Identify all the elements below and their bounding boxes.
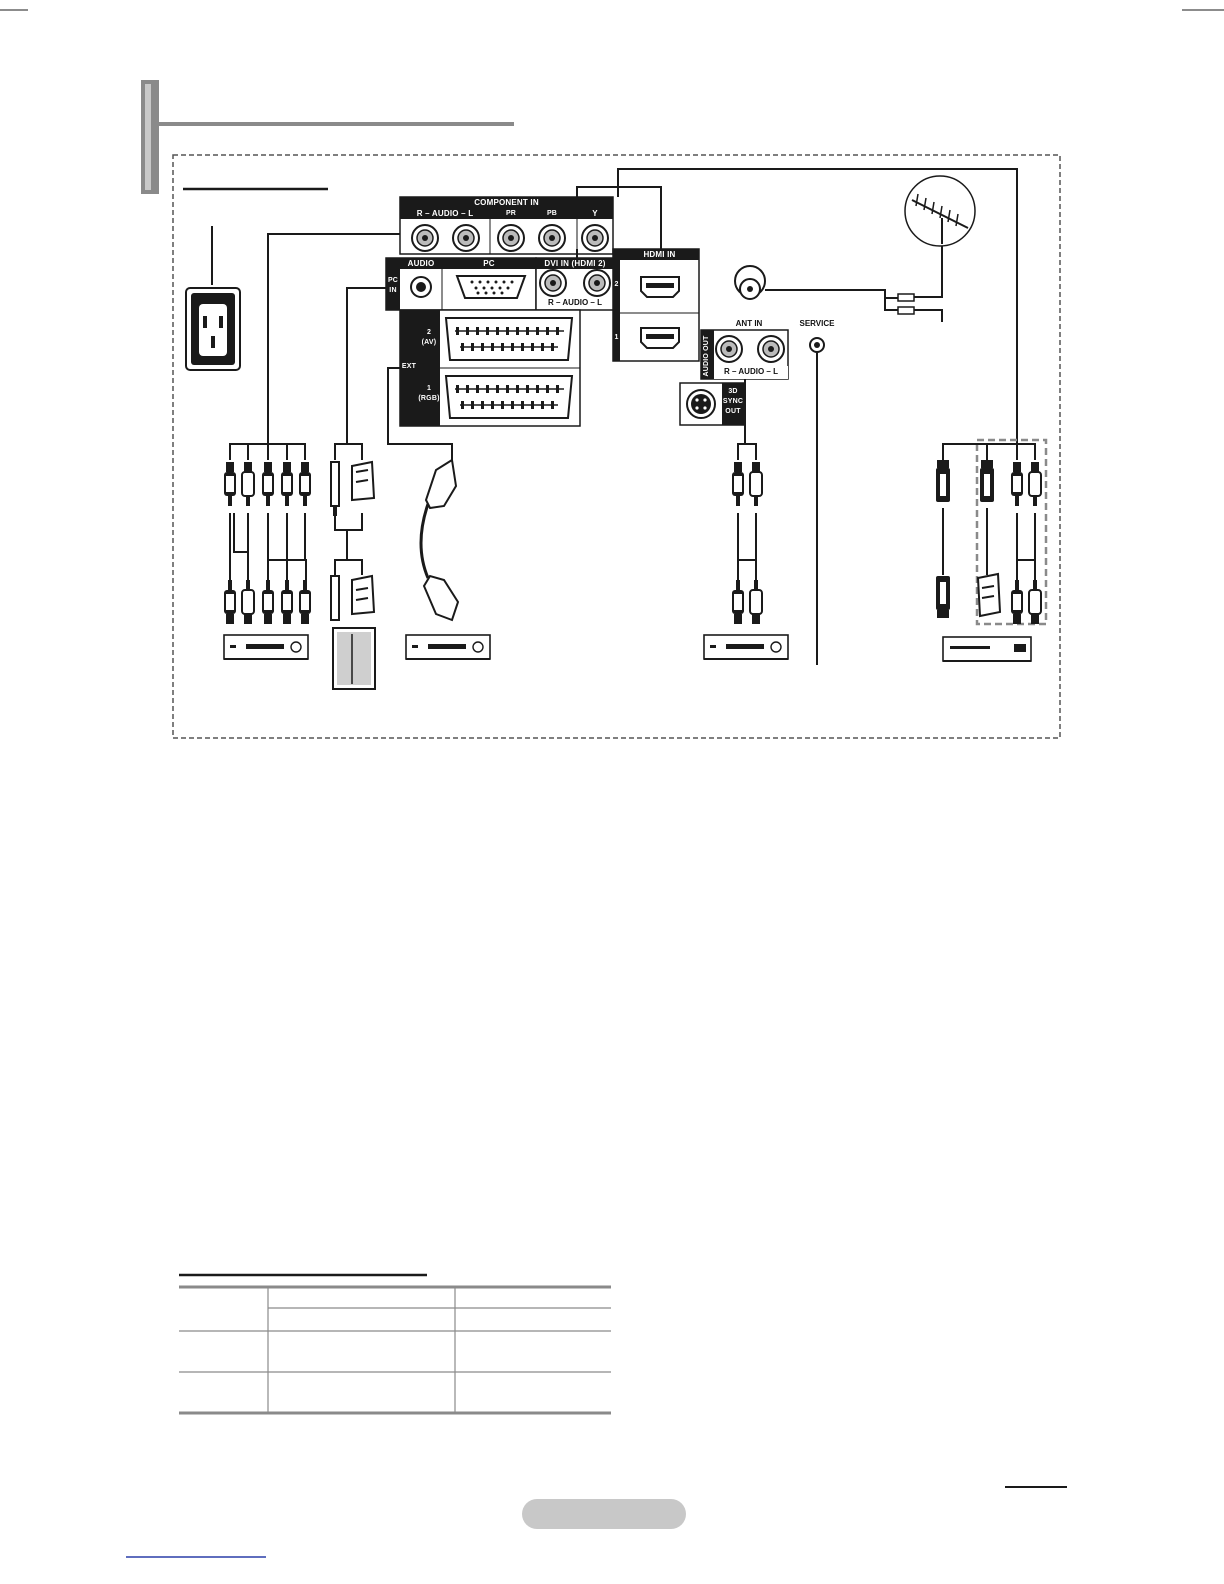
dvi-audio-text: – AUDIO – (556, 298, 595, 307)
antenna-icon (905, 176, 975, 246)
dvi-audio-label (536, 298, 614, 308)
component-pb-label: PB (538, 209, 566, 219)
audio-label: AUDIO (400, 258, 442, 269)
service-label: SERVICE (799, 319, 835, 328)
audio-out-audio-label (714, 367, 788, 377)
audio-out-l-label: L (773, 367, 778, 376)
scart-cable-icon (421, 460, 458, 620)
audio-cable-group (732, 444, 762, 624)
component-l-label: L (468, 209, 474, 218)
sync-label-3: OUT (725, 408, 741, 415)
pc-cable-group (331, 444, 374, 620)
hdmi-in-label: HDMI IN (620, 249, 699, 260)
pc-label: PC (442, 258, 536, 269)
ext1-number: 1 (426, 385, 432, 392)
ant-in-label: ANT IN (735, 319, 763, 328)
ext2-name: (AV) (421, 339, 437, 346)
rca-plug-icon (224, 462, 236, 506)
dvd-player-icon (406, 635, 490, 659)
component-in-label: COMPONENT IN (400, 198, 613, 208)
page-number-pill (522, 1499, 686, 1529)
component-cable-group (224, 444, 311, 624)
audio-out-label: AUDIO OUT (703, 335, 710, 377)
pc-in-label-2: IN (389, 287, 397, 294)
hdmi-plug-icon (936, 460, 950, 502)
audio-out-r-label: R (724, 367, 730, 376)
ant-in-jack-icon (735, 266, 765, 299)
component-y-label: Y (581, 209, 609, 219)
component-pr-label: PR (497, 209, 525, 219)
hdmi-in-panel (613, 249, 699, 361)
pc-tower-icon (333, 628, 375, 689)
amplifier-icon (704, 635, 788, 659)
dvi-l-label: L (597, 298, 602, 307)
ext2-number: 2 (426, 329, 432, 336)
sync-label-2: SYNC (722, 398, 744, 405)
hdmi-2-label: 2 (614, 281, 619, 288)
component-r-label: R (416, 209, 423, 218)
dvi-r-label: R (548, 298, 554, 307)
spec-table (179, 1275, 611, 1413)
vcr-icon (224, 635, 308, 659)
hdmi-cable-group (936, 440, 1046, 624)
ext1-name: (RGB) (418, 395, 440, 402)
power-socket-icon (186, 226, 240, 370)
audio-out-audio-text: – AUDIO – (732, 367, 771, 376)
hdmi-1-label: 1 (614, 334, 619, 341)
set-top-box-icon (943, 637, 1031, 661)
ext-label: EXT (401, 363, 417, 370)
sync-label-1: 3D (728, 388, 738, 395)
component-audio-text: – AUDIO – (425, 209, 466, 218)
component-audio-label (400, 209, 490, 219)
pc-in-label-1: PC (387, 277, 399, 284)
dvi-in-label: DVI IN (HDMI 2) (536, 258, 614, 269)
